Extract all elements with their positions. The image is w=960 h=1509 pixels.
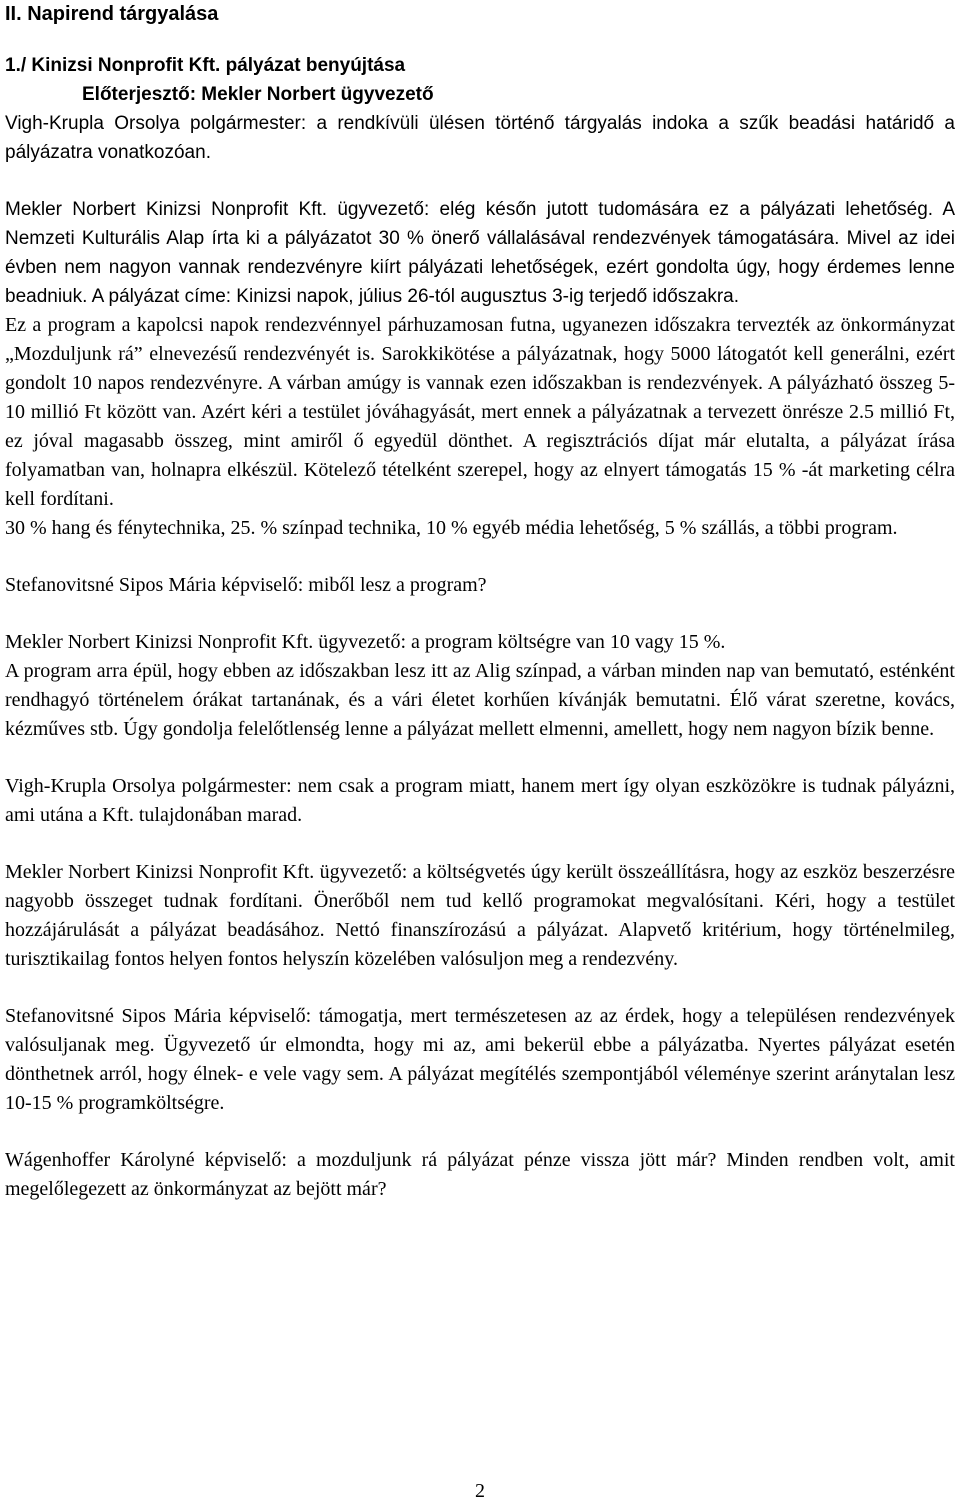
spacer bbox=[5, 830, 955, 858]
page-number: 2 bbox=[475, 1480, 485, 1502]
spacer bbox=[5, 167, 955, 195]
item-intro: Vigh-Krupla Orsolya polgármester: a rendkívüli ülésen történő tárgyalás indoka a szűk beadási határidő a pályázatra vonatkozóan. bbox=[5, 113, 955, 163]
paragraph-mekler-1-serif: Ez a program a kapolcsi napok rendezvénnyel párhuzamosan futna, ugyanezen időszakra tervezték az önkormányzat „Mozduljunk rá” elnevezésű rendezvényét is. Sarokkikötése a pályázatnak, hogy 5000 látogatót kell generálni, ezért gondolt 10 napos rendezvényre. A várban amúgy is vannak ezen időszakban is rendezvények. A pályázható összeg 5-10 millió Ft között van. Azért kéri a testület jóváhagyását, mert ennek a pályázatnak a tervezett önrésze 2.5 millió Ft, ez jóval magasabb összeg, mint amiről ő egyedül dönthet. A regisztrációs díjat már elutalta, a pályázat írása folyamatban van, holnapra elkészül. Kötelező tételként szerepel, hogy az elnyert támogatás 15 % -át marketing célra kell fordítani. bbox=[5, 314, 955, 510]
paragraph-mekler-2b: A program arra épül, hogy ebben az időszakban lesz itt az Alig színpad, a várban minden nap van bemutató, esténként rendhagyó történelem órákat tartanának, és a vári életet korhűen kívánják bemutatni. Élő várat szeretne, kovács, kézműves stb. Úgy gondolja felelőtlenség lenne a pályázat mellett elmenni, amellett, hogy nem nagyon bízik benne. bbox=[5, 660, 955, 740]
spacer bbox=[5, 974, 955, 1002]
paragraph-vigh-krupla: Vigh-Krupla Orsolya polgármester: nem csak a program miatt, hanem mert így olyan eszközökre is tudnak pályázni, ami utána a Kft. tulajdonában marad. bbox=[5, 775, 955, 826]
spacer bbox=[5, 543, 955, 571]
paragraph-mekler-1-sans: Mekler Norbert Kinizsi Nonprofit Kft. ügyvezető: elég későn jutott tudomására ez a pályázati lehetőség. A Nemzeti Kulturális Alap írta ki a pályázatot 30 % önerő vállalásával rendezvények támogatására. Mivel az idei évben nem nagyon vannak rendezvényre kiírt pályázati lehetőségek, ezért gondolta úgy, hogy érdemes lenne beadniuk. A pályázat címe: Kinizsi napok, július 26-tól augusztus 3-ig terjedő időszakra. bbox=[5, 199, 955, 307]
spacer bbox=[5, 744, 955, 772]
spacer bbox=[5, 600, 955, 628]
paragraph-mekler-1-breakdown: 30 % hang és fénytechnika, 25. % színpad technika, 10 % egyéb média lehetőség, 5 % szállás, a többi program. bbox=[5, 517, 898, 539]
paragraph-stefanovitsne-2: Stefanovitsné Sipos Mária képviselő: támogatja, mert természetesen az az érdek, hogy a településen rendezvények valósuljanak meg. Ügyvezető úr elmondta, hogy mi az, ami bekerül ebbe a pályázatba. Nyertes pályázat esetén dönthetnek arról, hogy élnek- e vele vagy sem. A pályázat megítélés szempontjából véleménye szerint aránytalan lesz 10-15 % programköltségre. bbox=[5, 1005, 955, 1114]
section-heading: II. Napirend tárgyalása bbox=[5, 3, 219, 25]
item-presenter: Előterjesztő: Mekler Norbert ügyvezető bbox=[82, 84, 434, 105]
item-title: 1./ Kinizsi Nonprofit Kft. pályázat benyújtása bbox=[5, 55, 406, 76]
spacer bbox=[5, 1118, 955, 1146]
paragraph-mekler-3: Mekler Norbert Kinizsi Nonprofit Kft. ügyvezető: a költségvetés úgy került összeállításra, hogy az eszköz beszerzésre nagyobb összeget tudnak fordítani. Önerőből nem tud kellő programokat megvalósítani. Kéri, hogy a testület hozzájárulását a pályázat beadásához. Nettó finanszírozású a pályázat. Alapvető kritérium, hogy történelmileg, turisztikailag fontos helyen fontos helyszín közelében valósuljon meg a rendezvény. bbox=[5, 861, 955, 970]
paragraph-wagenhoffer: Wágenhoffer Károlyné képviselő: a mozduljunk rá pályázat pénze vissza jött már? Minden rendben volt, amit megelőlegezett az önkormányzat az bejött már? bbox=[5, 1149, 955, 1200]
paragraph-stefanovitsne-1: Stefanovitsné Sipos Mária képviselő: miből lesz a program? bbox=[5, 574, 487, 596]
document-body bbox=[5, 0, 955, 1204]
paragraph-mekler-2a: Mekler Norbert Kinizsi Nonprofit Kft. ügyvezető: a program költségre van 10 vagy 15 %. bbox=[5, 631, 726, 653]
